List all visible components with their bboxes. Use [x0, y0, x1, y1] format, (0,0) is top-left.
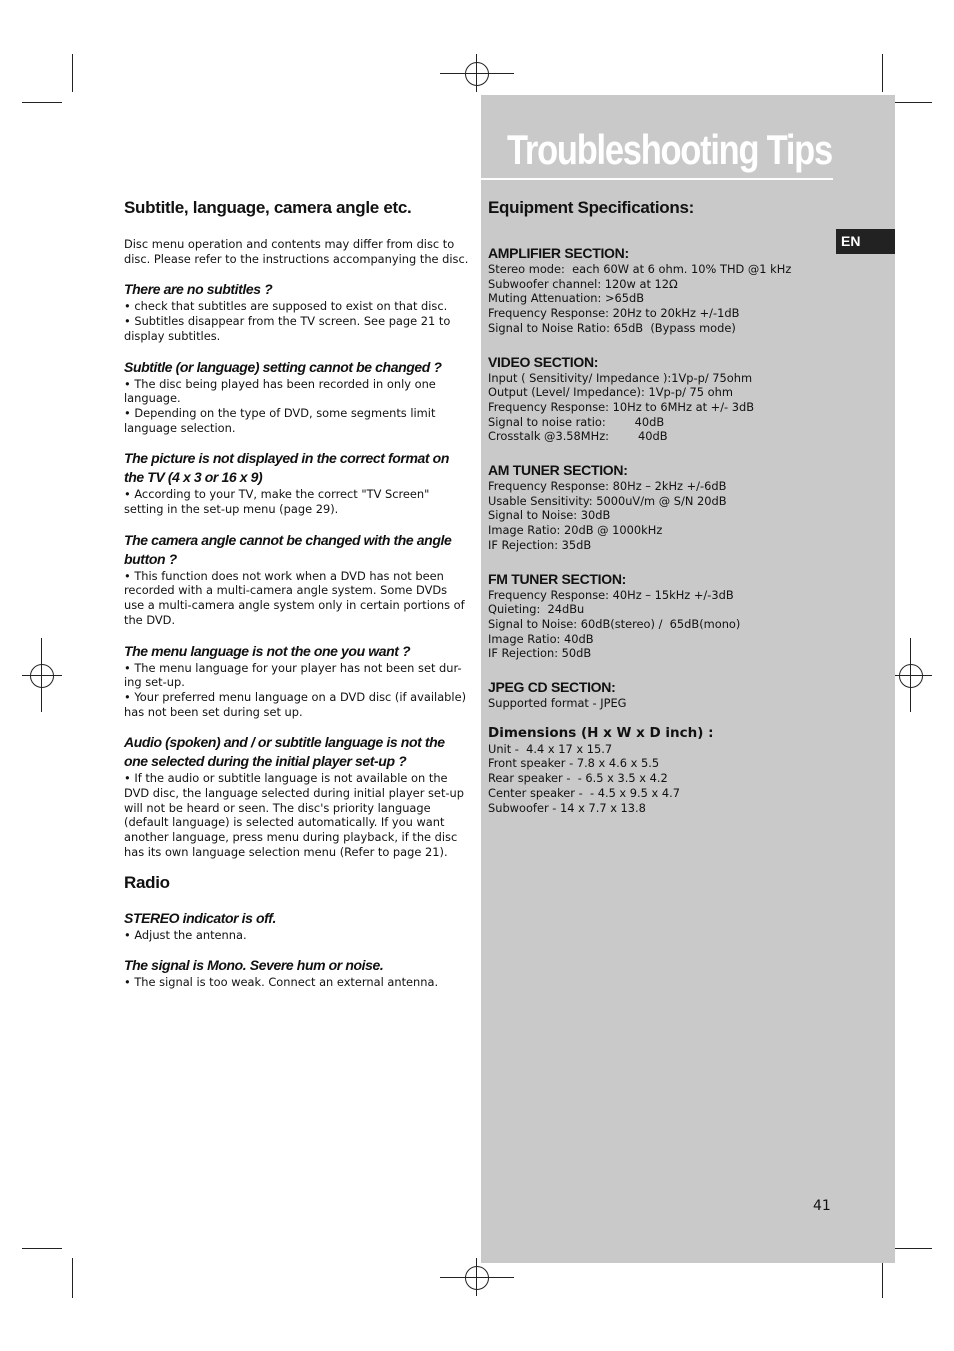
answer-line: • The signal is too weak. Connect an external antenna. [124, 975, 439, 990]
question-heading: Subtitle (or language) setting cannot be changed ? [124, 358, 442, 375]
specifications-heading: Equipment Specifications: [488, 198, 694, 217]
troubleshooting-item [124, 733, 470, 859]
spec-line: Input ( Sensitivity/ Impedance ):1Vp-p/ 75ohm [488, 370, 753, 385]
question-heading: The camera angle cannot be changed with the angle button ? [124, 531, 452, 567]
crop-mark [22, 1248, 62, 1249]
spec-line: Rear speaker - - 6.5 x 3.5 x 4.2 [488, 771, 668, 786]
spec-line: Front speaker - 7.8 x 4.6 x 5.5 [488, 756, 660, 771]
registration-mark-icon [30, 664, 54, 688]
answer-line: • If the audio or subtitle language is not available on the DVD disc, the language selected during initial player set-up will not be heard or seen. The disc's priority language (default language) is selected automatically. If you want another language, press menu during playback, if the disc has its own language selection menu (Refer to page 21). [124, 771, 464, 859]
section-heading: Subtitle, language, camera angle etc. [124, 198, 412, 217]
troubleshooting-item [124, 358, 470, 436]
registration-mark-line [22, 675, 62, 676]
spec-section-amplifier [488, 244, 818, 336]
answer-line: • Depending on the type of DVD, some segments limit language selection. [124, 405, 436, 435]
spec-line: Muting Attenuation: >65dB [488, 291, 645, 306]
spec-line: IF Rejection: 35dB [488, 537, 592, 552]
dimensions-title: Dimensions (H x W x D inch) : [488, 724, 714, 741]
spec-line: Subwoofer - 14 x 7.7 x 13.8 [488, 800, 646, 815]
crop-mark [882, 1258, 883, 1298]
troubleshooting-item [124, 449, 470, 516]
answer-line: • According to your TV, make the correct "TV Screen" setting in the set-up menu (page 29). [124, 487, 430, 517]
crop-mark [882, 54, 883, 92]
spec-line: Frequency Response: 10Hz to 6MHz at +/- 3dB [488, 399, 755, 414]
crop-mark [72, 1258, 73, 1298]
spec-section-am-tuner [488, 461, 818, 553]
answer-text [124, 771, 470, 859]
answer-text [124, 928, 470, 943]
question-heading: The menu language is not the one you want ? [124, 642, 411, 659]
spec-line: Center speaker - - 4.5 x 9.5 x 4.7 [488, 785, 681, 800]
answer-line: • Adjust the antenna. [124, 927, 247, 942]
troubleshooting-item [124, 909, 470, 943]
registration-mark-line [41, 638, 42, 712]
answer-line: • The menu language for your player has not been set dur-ing set-up. [124, 660, 462, 690]
troubleshooting-item [124, 531, 470, 628]
question-heading: The signal is Mono. Severe hum or noise. [124, 957, 384, 974]
spec-section-dimensions [488, 724, 818, 816]
registration-mark-line [476, 54, 477, 92]
registration-mark-line [476, 1258, 477, 1296]
radio-heading: Radio [124, 872, 170, 892]
spec-section-jpeg-cd [488, 678, 818, 711]
spec-line: Image Ratio: 40dB [488, 631, 594, 646]
answer-text [124, 299, 470, 343]
question-heading: Audio (spoken) and / or subtitle language is not the one selected during the initial player set-up ? [124, 734, 445, 770]
registration-mark-line [440, 1277, 514, 1278]
answer-line: • check that subtitles are supposed to exist on that disc. [124, 299, 448, 314]
spec-line: Stereo mode: each 60W at 6 ohm. 10% THD @1 kHz [488, 262, 792, 276]
spec-line: Output (Level/ Impedance): 1Vp-p/ 75 ohm [488, 385, 733, 400]
troubleshooting-item [124, 956, 470, 990]
answer-line: • The disc being played has been recorded in only one language. [124, 376, 436, 406]
registration-mark-icon [899, 664, 923, 688]
specifications-column [488, 198, 818, 815]
registration-mark-line [892, 675, 932, 676]
answer-text [124, 975, 470, 990]
spec-line: Quieting: 24dBu [488, 602, 585, 617]
answer-text [124, 377, 470, 436]
spec-line: Frequency Response: 20Hz to 20kHz +/-1dB [488, 306, 740, 321]
spec-line: Frequency Response: 40Hz – 15kHz +/-3dB [488, 587, 734, 602]
answer-text [124, 569, 470, 628]
spec-line: Subwoofer channel: 120w at 12Ω [488, 276, 678, 291]
answer-line: • Subtitles disappear from the TV screen. See page 21 to display subtitles. [124, 314, 451, 343]
troubleshooting-item [124, 280, 470, 343]
registration-mark-line [910, 638, 911, 712]
spec-line: Signal to noise ratio: 40dB [488, 414, 665, 429]
spec-line: IF Rejection: 50dB [488, 646, 592, 661]
spec-line: Image Ratio: 20dB @ 1000kHz [488, 523, 663, 538]
troubleshooting-item [124, 642, 470, 720]
answer-text [124, 487, 470, 516]
spec-section-title: AMPLIFIER SECTION: [488, 245, 629, 261]
answer-line: • This function does not work when a DVD has not been recorded with a multi-camera angle system. Some DVDs use a multi-camera angle system only in certain portions of the DVD. [124, 568, 465, 627]
registration-mark-icon [465, 1266, 489, 1290]
spec-line: Usable Sensitivity: 5000uV/m @ S/N 20dB [488, 493, 727, 508]
troubleshooting-column [124, 198, 470, 990]
spec-line: Signal to Noise: 60dB(stereo) / 65dB(mono) [488, 616, 741, 631]
spec-line: Supported format - JPEG [488, 696, 627, 711]
question-heading: There are no subtitles ? [124, 281, 273, 298]
spec-section-title: VIDEO SECTION: [488, 353, 599, 370]
title-underline [481, 178, 833, 180]
crop-mark [892, 1248, 932, 1249]
answer-line: • Your preferred menu language on a DVD disc (if available) has not been set during set up. [124, 689, 467, 719]
crop-mark [72, 54, 73, 92]
spec-section-video [488, 353, 818, 445]
spec-section-title: AM TUNER SECTION: [488, 462, 628, 479]
spec-line: Signal to Noise Ratio: 65dB (Bypass mode) [488, 320, 736, 335]
spec-line: Frequency Response: 80Hz – 2kHz +/-6dB [488, 479, 727, 494]
page-number: 41 [813, 1198, 831, 1214]
spec-line: Signal to Noise: 30dB [488, 508, 611, 523]
page-title: Troubleshooting Tips [507, 126, 832, 173]
crop-mark [892, 102, 932, 103]
spec-section-title: JPEG CD SECTION: [488, 679, 616, 696]
spec-line: Unit - 4.4 x 17 x 15.7 [488, 741, 613, 756]
crop-mark [22, 102, 62, 103]
language-tab: EN [836, 229, 895, 254]
intro-paragraph: Disc menu operation and contents may differ from disc to disc. Please refer to the instructions accompanying the disc. [124, 237, 469, 266]
spec-section-title: FM TUNER SECTION: [488, 570, 627, 587]
question-heading: The picture is not displayed in the correct format on the TV (4 x 3 or 16 x 9) [124, 450, 449, 486]
spec-section-fm-tuner [488, 570, 818, 662]
registration-mark-line [440, 73, 514, 74]
registration-mark-icon [465, 62, 489, 86]
answer-text [124, 661, 470, 720]
spec-line: Crosstalk @3.58MHz: 40dB [488, 429, 668, 444]
question-heading: STEREO indicator is off. [124, 909, 276, 926]
